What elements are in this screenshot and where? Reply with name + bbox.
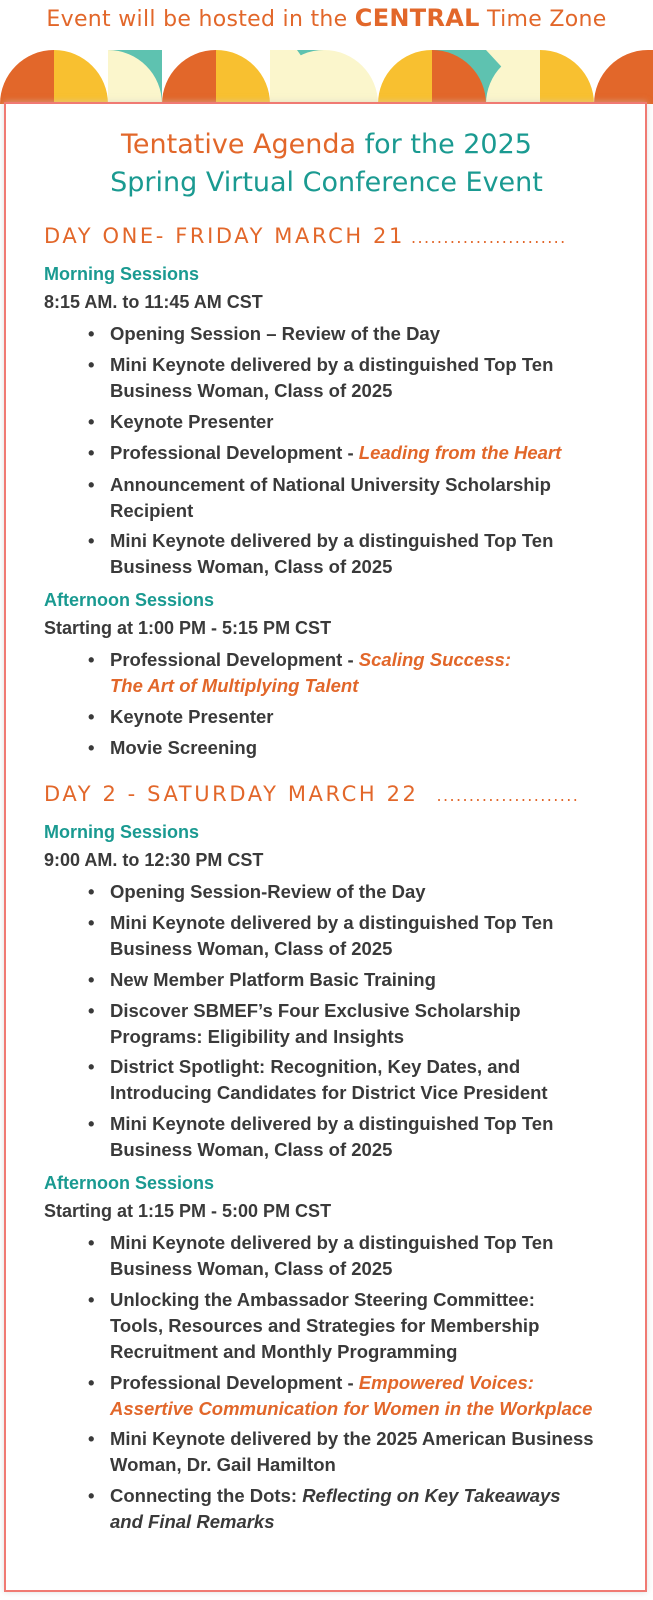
agenda-item: • Opening Session-Review of the Day [88, 879, 628, 905]
timezone-emphasis: CENTRAL [354, 4, 480, 32]
session-time: Starting at 1:00 PM - 5:15 PM CST [44, 618, 332, 638]
agenda-item: • Opening Session – Review of the Day [88, 321, 628, 347]
agenda-item: • Professional Development - Empowered Voices: Assertive Communication for Women in the Workplace [88, 1370, 628, 1422]
title-line2: Spring Virtual Conference Event [110, 167, 543, 198]
agenda-item: • Discover SBMEF’s Four Exclusive Scholarship Programs: Eligibility and Insights [88, 998, 628, 1050]
agenda-item: • Mini Keynote delivered by a distinguished Top Ten Business Woman, Class of 2025 [88, 352, 628, 404]
agenda-item: • Mini Keynote delivered by a distinguished Top Ten Business Woman, Class of 2025 [88, 1230, 628, 1282]
timezone-banner [0, 4, 653, 32]
timezone-post: Time Zone [487, 7, 607, 32]
morning-sessions-label: Morning Sessions [44, 264, 200, 284]
agenda-item: • District Spotlight: Recognition, Key Dates, and Introducing Candidates for District Vice President [88, 1054, 628, 1106]
decorative-pattern [0, 48, 653, 104]
session-time: 9:00 AM. to 12:30 PM CST [44, 850, 264, 870]
agenda-item: • Connecting the Dots: Reflecting on Key Takeaways and Final Remarks [88, 1483, 628, 1535]
agenda-item: • Movie Screening [88, 735, 628, 761]
session-time: Starting at 1:15 PM - 5:00 PM CST [44, 1201, 332, 1221]
afternoon-sessions-label: Afternoon Sessions [44, 590, 215, 610]
title-accent: Tentative Agenda [121, 129, 357, 160]
agenda-item: • Announcement of National University Scholarship Recipient [88, 472, 628, 524]
day-one-heading [44, 224, 567, 248]
day-heading-text: DAY 2 - SATURDAY MARCH 22 [44, 782, 419, 806]
agenda-item: • Unlocking the Ambassador Steering Committee: Tools, Resources and Strategies for Membership Recruitment and Monthly Programming [88, 1287, 628, 1365]
day-two-heading [44, 782, 579, 806]
agenda-item: • Mini Keynote delivered by a distinguished Top Ten Business Woman, Class of 2025 [88, 528, 628, 580]
dot-leader: ...................... [436, 786, 580, 805]
agenda-item: • Professional Development - Scaling Success: The Art of Multiplying Talent [88, 647, 628, 699]
agenda-item: • Professional Development - Leading from the Heart [88, 440, 628, 466]
session-time: 8:15 AM. to 11:45 AM CST [44, 292, 263, 312]
agenda-item: • Mini Keynote delivered by a distinguished Top Ten Business Woman, Class of 2025 [88, 1111, 628, 1163]
title-line1: for the 2025 [364, 129, 532, 160]
afternoon-sessions-label: Afternoon Sessions [44, 1173, 215, 1193]
timezone-pre: Event will be hosted in the [46, 7, 348, 32]
day-heading-text: DAY ONE- FRIDAY MARCH 21 [44, 224, 405, 248]
agenda-item: • Keynote Presenter [88, 409, 628, 435]
page-title [0, 126, 653, 202]
agenda-item: • Mini Keynote delivered by a distinguished Top Ten Business Woman, Class of 2025 [88, 910, 628, 962]
morning-sessions-label: Morning Sessions [44, 822, 200, 842]
agenda-item: • Mini Keynote delivered by the 2025 American Business Woman, Dr. Gail Hamilton [88, 1426, 628, 1478]
agenda-item: • Keynote Presenter [88, 704, 628, 730]
agenda-item: • New Member Platform Basic Training [88, 967, 628, 993]
dot-leader: ........................ [410, 228, 567, 247]
